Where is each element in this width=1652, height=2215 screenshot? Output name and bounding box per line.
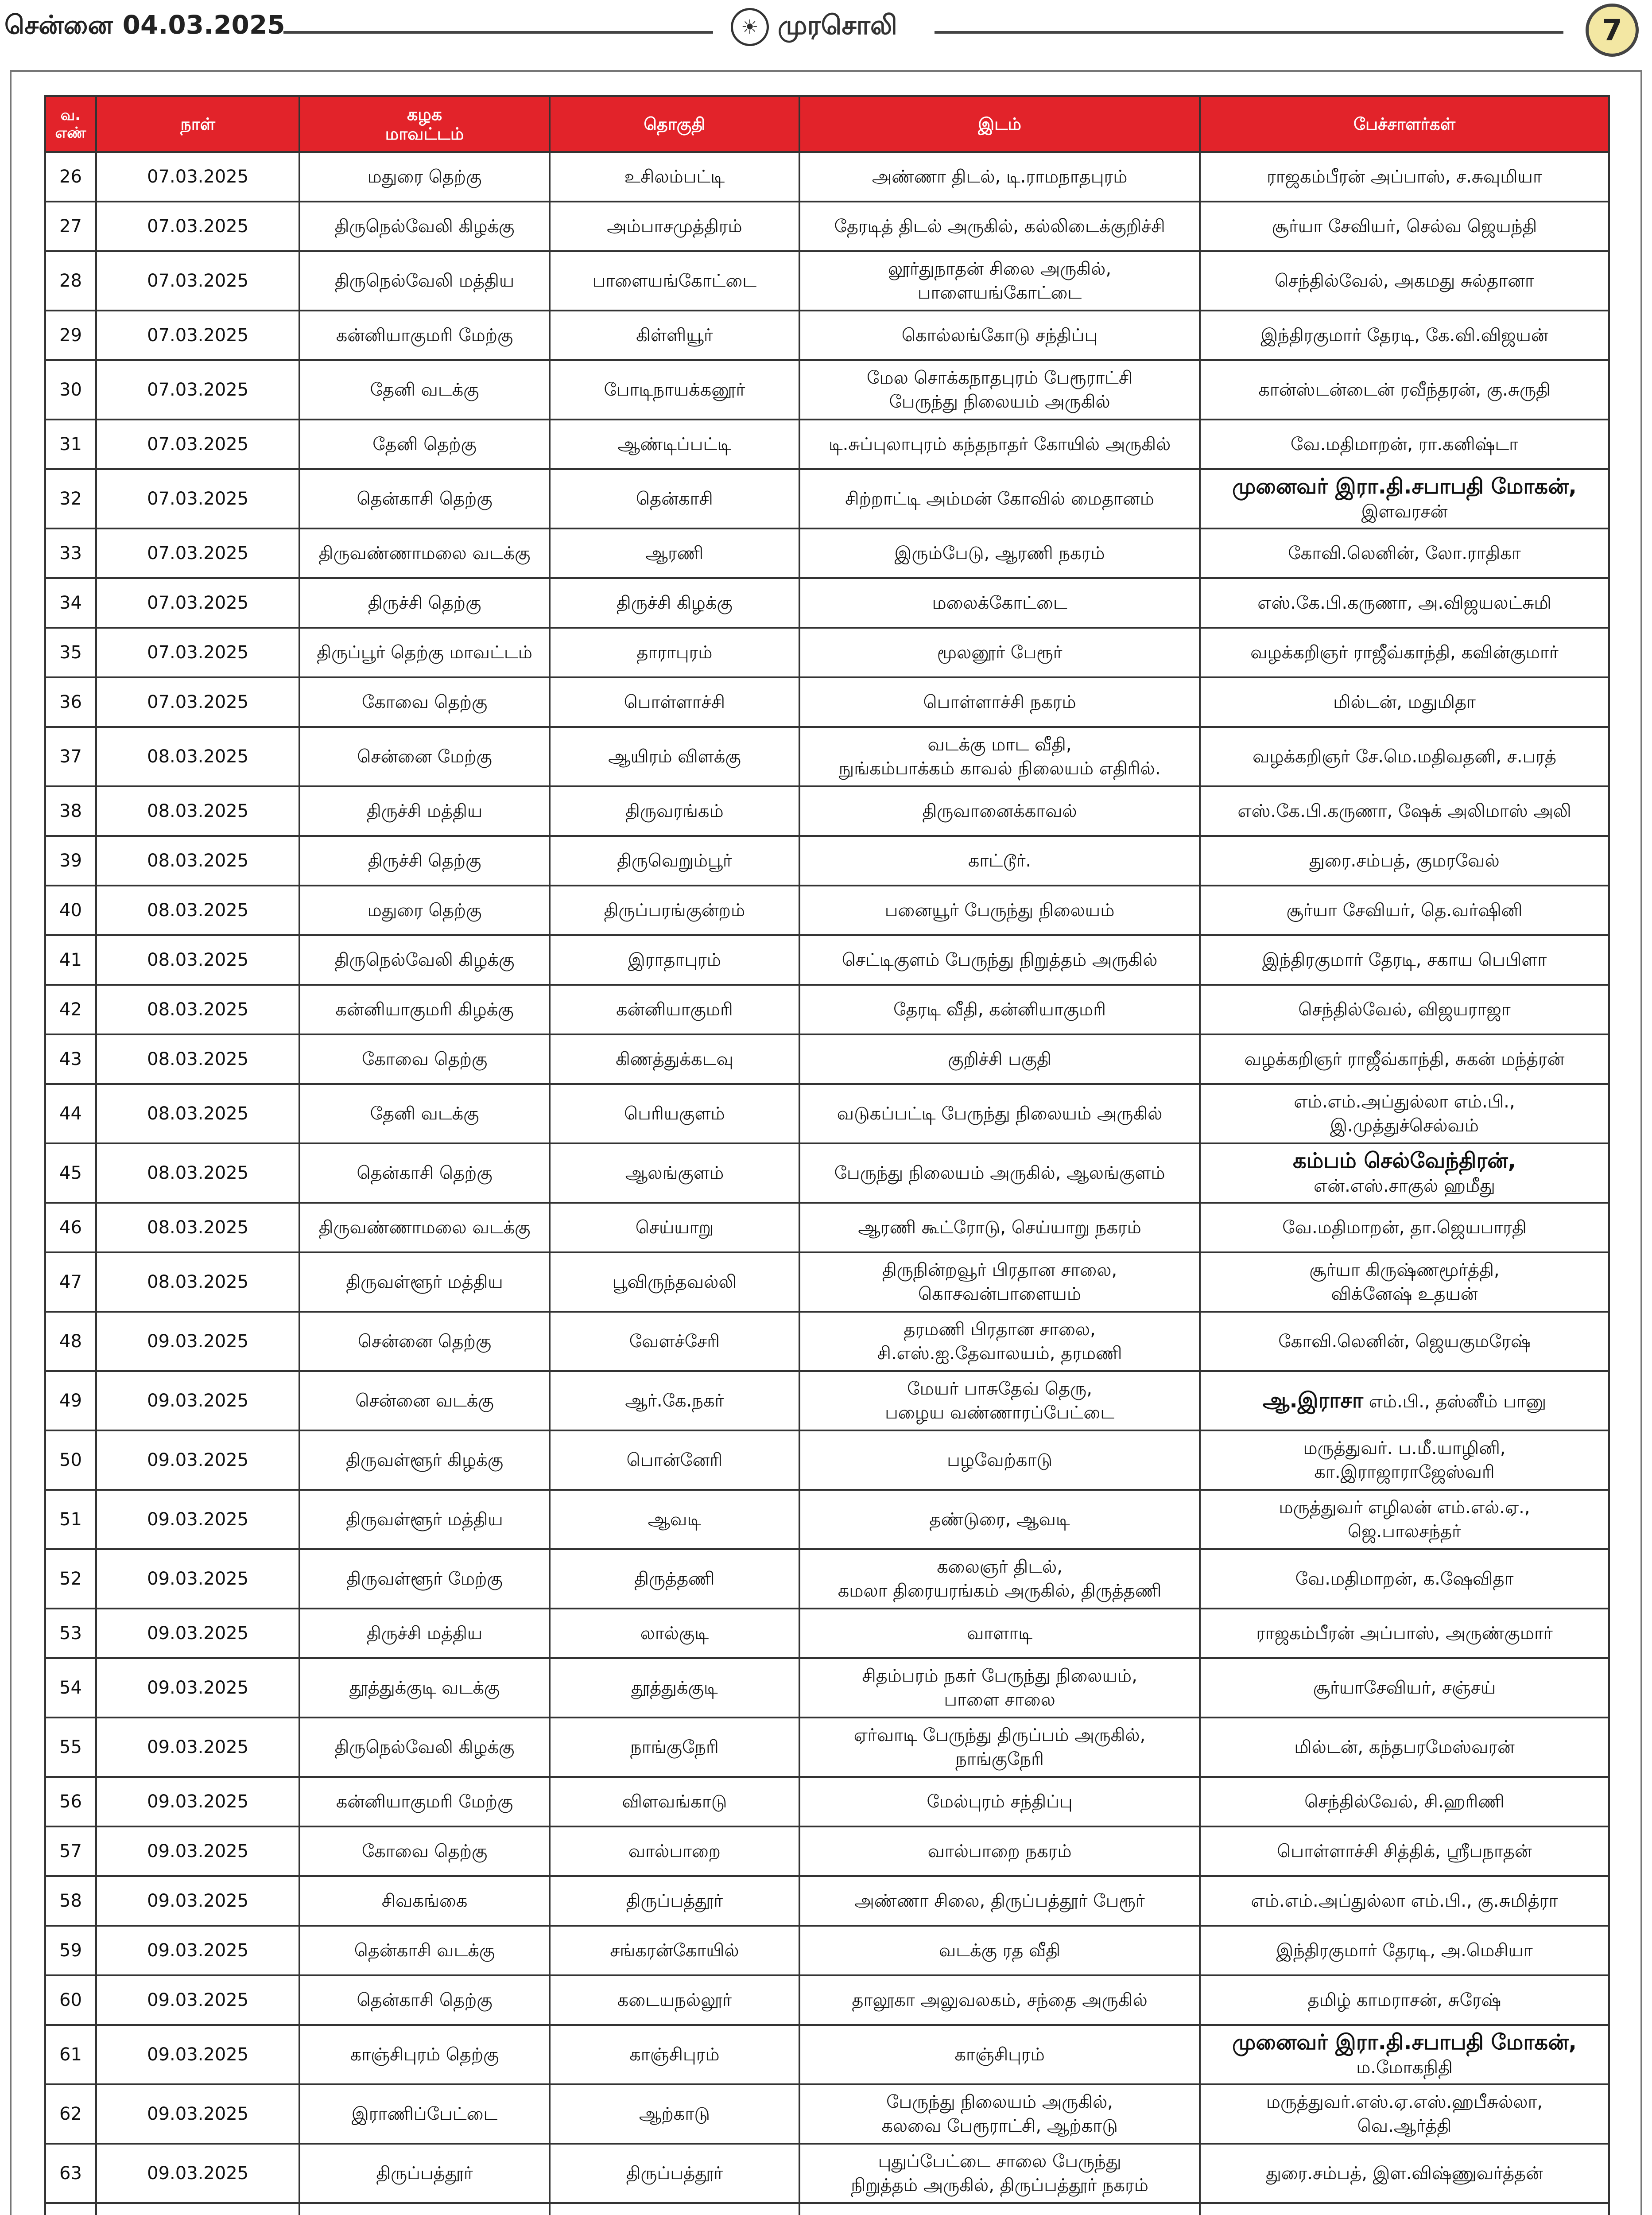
row-place: திருவானைக்காவல்: [800, 787, 1201, 837]
header-date: 04.03.2025: [122, 10, 285, 40]
table-row: [44, 2085, 1610, 2145]
table-row: [44, 2145, 1610, 2204]
row-number: 44: [46, 1085, 97, 1144]
table-row: [44, 1144, 1610, 1204]
table-body: [44, 153, 1610, 2215]
row-place: சிதம்பரம் நகர் பேருந்து நிலையம், பாளை சாலை: [800, 1659, 1201, 1718]
row-speakers: ராஜகம்பீரன் அப்பாஸ், ச.சுவுமியா: [1201, 153, 1610, 202]
row-place: தாலூகா அலுவலகம், சந்தை அருகில்: [800, 1976, 1201, 2026]
row-constituency: ஆர்.கே.நகர்: [551, 1372, 800, 1431]
row-place: செட்டிகுளம் பேருந்து நிறுத்தம் அருகில்: [800, 936, 1201, 986]
row-district: கன்னியாகுமரி கிழக்கு: [300, 986, 550, 1035]
col-header-number: வ. எண்: [46, 95, 97, 153]
row-speakers: எம்.எம்.அப்துல்லா எம்.பி., இ.முத்துச்செல்வம்: [1201, 1085, 1610, 1144]
table-row: [44, 153, 1610, 202]
row-speakers: முனைவர் இரா.தி.சபாபதி மோகன், இளவரசன்: [1201, 470, 1610, 529]
row-date: 07.03.2025: [97, 470, 300, 529]
row-speakers: எஸ்.கே.பி.கருணா, அ.விஜயலட்சுமி: [1201, 579, 1610, 629]
header-rule-left: [283, 31, 713, 34]
row-district: திருநெல்வேலி கிழக்கு: [300, 936, 550, 986]
row-place: காஞ்சிபுரம்: [800, 2026, 1201, 2085]
row-constituency: கன்னியாகுமரி: [551, 986, 800, 1035]
row-date: 09.03.2025: [97, 1718, 300, 1778]
row-speakers: வே.மதிமாறன், தா.ஜெயபாரதி: [1201, 1204, 1610, 1253]
row-place: ஆரணி கூட்ரோடு, செய்யாறு நகரம்: [800, 1204, 1201, 1253]
col-header-place: இடம்: [800, 95, 1201, 153]
newspaper-name: முரசொலி: [778, 10, 897, 41]
schedule-table: [44, 95, 1610, 2215]
row-constituency: சங்கரன்கோயில்: [551, 1927, 800, 1976]
table-row: [44, 1877, 1610, 1927]
header-city: சென்னை: [4, 10, 113, 40]
row-place: வடக்கு மாட வீதி, நுங்கம்பாக்கம் காவல் நிலையம் எதிரில்.: [800, 728, 1201, 787]
row-constituency: கிணத்துக்கடவு: [551, 1035, 800, 1085]
row-number: 36: [46, 678, 97, 728]
row-number: 63: [46, 2145, 97, 2204]
row-place: தேரடித் திடல் அருகில், கல்லிடைக்குறிச்சி: [800, 202, 1201, 252]
row-speakers: துரை.சம்பத், குமரவேல்: [1201, 837, 1610, 886]
table-row: [44, 1827, 1610, 1877]
row-place: அண்ணா திடல், டி.ராமநாதபுரம்: [800, 153, 1201, 202]
row-date: 08.03.2025: [97, 1085, 300, 1144]
col-header-date: நாள்: [97, 95, 300, 153]
row-date: 07.03.2025: [97, 202, 300, 252]
row-district: சென்னை மேற்கு: [300, 728, 550, 787]
row-date: 09.03.2025: [97, 2085, 300, 2145]
table-header-row: [44, 95, 1610, 153]
row-district: திருவள்ளூர் மேற்கு: [300, 1550, 550, 1609]
row-number: 45: [46, 1144, 97, 1204]
row-constituency: [551, 2204, 800, 2215]
row-number: 26: [46, 153, 97, 202]
row-place: பொள்ளாச்சி நகரம்: [800, 678, 1201, 728]
row-speakers: தமிழ் காமராசன், சுரேஷ்: [1201, 1976, 1610, 2026]
row-district: மதுரை தெற்கு: [300, 886, 550, 936]
row-place: வாளாடி: [800, 1609, 1201, 1659]
row-place: [800, 2204, 1201, 2215]
row-number: [46, 2204, 97, 2215]
row-district: திருச்சி தெற்கு: [300, 579, 550, 629]
row-district: இராணிப்பேட்டை: [300, 2085, 550, 2145]
row-place: திருநின்றவூர் பிரதான சாலை, கொசவன்பாளையம்: [800, 1253, 1201, 1313]
row-constituency: ஆண்டிப்பட்டி: [551, 420, 800, 470]
row-date: 09.03.2025: [97, 1313, 300, 1372]
row-number: 40: [46, 886, 97, 936]
page-header: [0, 0, 1652, 62]
table-row: [44, 1609, 1610, 1659]
row-date: 07.03.2025: [97, 153, 300, 202]
row-constituency: இராதாபுரம்: [551, 936, 800, 986]
table-row: [44, 787, 1610, 837]
row-speakers: கோவி.லெனின், ஜெயகுமரேஷ்: [1201, 1313, 1610, 1372]
row-date: 08.03.2025: [97, 728, 300, 787]
row-district: திருநெல்வேலி மத்திய: [300, 252, 550, 311]
row-district: கன்னியாகுமரி மேற்கு: [300, 1778, 550, 1827]
row-number: 54: [46, 1659, 97, 1718]
row-number: 31: [46, 420, 97, 470]
row-district: [300, 2204, 550, 2215]
masthead: [731, 8, 897, 46]
row-constituency: திருப்பரங்குன்றம்: [551, 886, 800, 936]
row-speakers: முனைவர் இரா.தி.சபாபதி மோகன், ம.மோகநிதி: [1201, 2026, 1610, 2085]
row-date: 07.03.2025: [97, 252, 300, 311]
row-constituency: பூவிருந்தவல்லி: [551, 1253, 800, 1313]
row-constituency: செய்யாறு: [551, 1204, 800, 1253]
row-date: 09.03.2025: [97, 1659, 300, 1718]
row-constituency: ஆயிரம் விளக்கு: [551, 728, 800, 787]
row-date: 07.03.2025: [97, 678, 300, 728]
row-date: 09.03.2025: [97, 1550, 300, 1609]
row-place: வடக்கு ரத வீதி: [800, 1927, 1201, 1976]
row-number: 37: [46, 728, 97, 787]
row-place: மலைக்கோட்டை: [800, 579, 1201, 629]
table-row: [44, 2204, 1610, 2215]
row-place: பழவேற்காடு: [800, 1431, 1201, 1491]
row-district: திருவண்ணாமலை வடக்கு: [300, 529, 550, 579]
row-date: 09.03.2025: [97, 1778, 300, 1827]
row-place: மேயர் பாசுதேவ் தெரு, பழைய வண்ணாரப்பேட்டை: [800, 1372, 1201, 1431]
row-district: சென்னை தெற்கு: [300, 1313, 550, 1372]
row-place: கலைஞர் திடல், கமலா திரையரங்கம் அருகில், திருத்தணி: [800, 1550, 1201, 1609]
row-speakers: செந்தில்வேல், அகமது சுல்தானா: [1201, 252, 1610, 311]
row-speakers: கம்பம் செல்வேந்திரன், என்.எஸ்.சாகுல் ஹமீது: [1201, 1144, 1610, 1204]
row-constituency: ஆவடி: [551, 1491, 800, 1550]
table-row: [44, 936, 1610, 986]
header-dateline: [4, 10, 285, 43]
row-constituency: ஆற்காடு: [551, 2085, 800, 2145]
row-number: 41: [46, 936, 97, 986]
table-row: [44, 1550, 1610, 1609]
row-constituency: திருவரங்கம்: [551, 787, 800, 837]
row-constituency: பாளையங்கோட்டை: [551, 252, 800, 311]
row-constituency: பொள்ளாச்சி: [551, 678, 800, 728]
table-row: [44, 1372, 1610, 1431]
row-date: 09.03.2025: [97, 1877, 300, 1927]
row-district: கோவை தெற்கு: [300, 1035, 550, 1085]
table-row: [44, 1976, 1610, 2026]
row-constituency: ஆரணி: [551, 529, 800, 579]
row-place: பேருந்து நிலையம் அருகில், ஆலங்குளம்: [800, 1144, 1201, 1204]
row-number: 49: [46, 1372, 97, 1431]
row-number: 60: [46, 1976, 97, 2026]
row-place: மேல சொக்கநாதபுரம் பேரூராட்சி பேருந்து நிலையம் அருகில்: [800, 361, 1201, 420]
row-date: 09.03.2025: [97, 1609, 300, 1659]
row-place: தேரடி வீதி, கன்னியாகுமரி: [800, 986, 1201, 1035]
row-constituency: திருவெறும்பூர்: [551, 837, 800, 886]
row-place: வால்பாறை நகரம்: [800, 1827, 1201, 1877]
row-speakers: ராஜகம்பீரன் அப்பாஸ், அருண்குமார்: [1201, 1609, 1610, 1659]
row-district: திருநெல்வேலி கிழக்கு: [300, 202, 550, 252]
row-number: 34: [46, 579, 97, 629]
col-header-constituency: தொகுதி: [551, 95, 800, 153]
row-speakers: பொள்ளாச்சி சித்திக், ஸ்ரீபநாதன்: [1201, 1827, 1610, 1877]
row-date: 09.03.2025: [97, 2026, 300, 2085]
row-district: திருநெல்வேலி கிழக்கு: [300, 1718, 550, 1778]
row-district: தென்காசி தெற்கு: [300, 470, 550, 529]
row-speakers: மருத்துவர்.எஸ்.ஏ.எஸ்.ஹபீசுல்லா, வெ.ஆர்த்தி: [1201, 2085, 1610, 2145]
row-number: 30: [46, 361, 97, 420]
row-date: 07.03.2025: [97, 420, 300, 470]
row-district: தென்காசி தெற்கு: [300, 1144, 550, 1204]
page-number-badge: 7: [1586, 4, 1639, 57]
row-number: 35: [46, 629, 97, 678]
row-speakers: செந்தில்வேல், சி.ஹரிணி: [1201, 1778, 1610, 1827]
row-district: திருச்சி தெற்கு: [300, 837, 550, 886]
row-district: கோவை தெற்கு: [300, 678, 550, 728]
table-row: [44, 202, 1610, 252]
speaker-highlight: ஆ.இராசா: [1262, 1387, 1363, 1413]
row-date: 09.03.2025: [97, 1827, 300, 1877]
row-constituency: திருப்பத்தூர்: [551, 2145, 800, 2204]
row-speakers: இந்திரகுமார் தேரடி, அ.மெசியா: [1201, 1927, 1610, 1976]
row-constituency: ஆலங்குளம்: [551, 1144, 800, 1204]
row-date: 08.03.2025: [97, 837, 300, 886]
row-date: 09.03.2025: [97, 1976, 300, 2026]
row-number: 33: [46, 529, 97, 579]
row-place: பேருந்து நிலையம் அருகில், கலவை பேரூராட்சி, ஆற்காடு: [800, 2085, 1201, 2145]
row-number: 32: [46, 470, 97, 529]
row-place: கொல்லங்கோடு சந்திப்பு: [800, 311, 1201, 361]
row-district: கன்னியாகுமரி மேற்கு: [300, 311, 550, 361]
row-date: 08.03.2025: [97, 787, 300, 837]
row-place: இரும்பேடு, ஆரணி நகரம்: [800, 529, 1201, 579]
row-number: 42: [46, 986, 97, 1035]
table-row: [44, 579, 1610, 629]
speaker-highlight: முனைவர் இரா.தி.சபாபதி மோகன்,: [1232, 2029, 1577, 2055]
row-place: சிற்றாட்டி அம்மன் கோவில் மைதானம்: [800, 470, 1201, 529]
row-district: தேனி தெற்கு: [300, 420, 550, 470]
row-date: 07.03.2025: [97, 311, 300, 361]
table-row: [44, 252, 1610, 311]
row-number: 58: [46, 1877, 97, 1927]
table-row: [44, 986, 1610, 1035]
row-district: மதுரை தெற்கு: [300, 153, 550, 202]
row-speakers: சூர்யா சேவியர், செல்வ ஜெயந்தி: [1201, 202, 1610, 252]
row-district: திருவள்ளூர் மத்திய: [300, 1491, 550, 1550]
row-speakers: சூர்யாசேவியர், சஞ்சய்: [1201, 1659, 1610, 1718]
row-constituency: கிள்ளியூர்: [551, 311, 800, 361]
row-speakers: மில்டன், மதுமிதா: [1201, 678, 1610, 728]
row-speakers: சூர்யா சேவியர், தெ.வர்ஷினி: [1201, 886, 1610, 936]
row-speakers: மருத்துவர். ப.மீ.யாழினி, கா.இராஜாராஜேஸ்வரி: [1201, 1431, 1610, 1491]
row-district: தென்காசி வடக்கு: [300, 1927, 550, 1976]
row-place: புதுப்பேட்டை சாலை பேருந்து நிறுத்தம் அருகில், திருப்பத்தூர் நகரம்: [800, 2145, 1201, 2204]
row-district: திருவள்ளூர் மத்திய: [300, 1253, 550, 1313]
row-constituency: தென்காசி: [551, 470, 800, 529]
row-number: 61: [46, 2026, 97, 2085]
row-district: திருப்பத்தூர்: [300, 2145, 550, 2204]
col-header-speakers: பேச்சாளர்கள்: [1201, 95, 1610, 153]
row-number: 46: [46, 1204, 97, 1253]
row-number: 51: [46, 1491, 97, 1550]
table-row: [44, 470, 1610, 529]
row-date: [97, 2204, 300, 2215]
row-speakers: சூர்யா கிருஷ்ணமூர்த்தி, விக்னேஷ் உதயன்: [1201, 1253, 1610, 1313]
row-number: 43: [46, 1035, 97, 1085]
row-speakers: மருத்துவர் எழிலன் எம்.எல்.ஏ., ஜெ.பாலசந்தர்: [1201, 1491, 1610, 1550]
row-speakers: துரை.சம்பத், இள.விஷ்ணுவர்த்தன்: [1201, 2145, 1610, 2204]
row-number: 52: [46, 1550, 97, 1609]
table-row: [44, 629, 1610, 678]
row-district: தேனி வடக்கு: [300, 361, 550, 420]
row-constituency: வால்பாறை: [551, 1827, 800, 1877]
table-row: [44, 1491, 1610, 1550]
row-number: 53: [46, 1609, 97, 1659]
table-row: [44, 886, 1610, 936]
row-place: மேல்புரம் சந்திப்பு: [800, 1778, 1201, 1827]
table-row: [44, 420, 1610, 470]
row-district: சிவகங்கை: [300, 1877, 550, 1927]
row-date: 08.03.2025: [97, 1035, 300, 1085]
row-place: குறிச்சி பகுதி: [800, 1035, 1201, 1085]
table-row: [44, 1204, 1610, 1253]
row-place: ஏர்வாடி பேருந்து திருப்பம் அருகில், நாங்குநேரி: [800, 1718, 1201, 1778]
row-date: 09.03.2025: [97, 1491, 300, 1550]
row-constituency: திருப்பத்தூர்: [551, 1877, 800, 1927]
table-row: [44, 1718, 1610, 1778]
row-constituency: போடிநாயக்கனூர்: [551, 361, 800, 420]
row-speakers: ஆ.இராசா எம்.பி., தஸ்னீம் பானு: [1201, 1372, 1610, 1431]
row-number: 55: [46, 1718, 97, 1778]
table-row: [44, 2026, 1610, 2085]
row-date: 09.03.2025: [97, 2145, 300, 2204]
table-row: [44, 1431, 1610, 1491]
row-number: 50: [46, 1431, 97, 1491]
table-row: [44, 529, 1610, 579]
row-speakers: இந்திரகுமார் தேரடி, சகாய பெபிளா: [1201, 936, 1610, 986]
row-place: பனையூர் பேருந்து நிலையம்: [800, 886, 1201, 936]
row-speakers: வழக்கறிஞர் ராஜீவ்காந்தி, சுகன் மந்த்ரன்: [1201, 1035, 1610, 1085]
row-speakers: வழக்கறிஞர் ராஜீவ்காந்தி, கவின்குமார்: [1201, 629, 1610, 678]
row-date: 07.03.2025: [97, 579, 300, 629]
row-constituency: அம்பாசமுத்திரம்: [551, 202, 800, 252]
table-row: [44, 1659, 1610, 1718]
row-date: 09.03.2025: [97, 1372, 300, 1431]
row-constituency: தூத்துக்குடி: [551, 1659, 800, 1718]
row-place: தண்டுரை, ஆவடி: [800, 1491, 1201, 1550]
row-district: திருவண்ணாமலை வடக்கு: [300, 1204, 550, 1253]
rising-sun-logo-icon: ☀: [731, 8, 769, 46]
row-place: அண்ணா சிலை, திருப்பத்தூர் பேரூர்: [800, 1877, 1201, 1927]
row-speakers: வே.மதிமாறன், க.ஷேவிதா: [1201, 1550, 1610, 1609]
table-row: [44, 1035, 1610, 1085]
speaker-highlight: கம்பம் செல்வேந்திரன்,: [1293, 1148, 1516, 1173]
row-number: 28: [46, 252, 97, 311]
row-number: 56: [46, 1778, 97, 1827]
row-date: 08.03.2025: [97, 986, 300, 1035]
row-speakers: கான்ஸ்டன்டைன் ரவீந்தரன், கு.சுருதி: [1201, 361, 1610, 420]
row-constituency: லால்குடி: [551, 1609, 800, 1659]
row-district: கோவை தெற்கு: [300, 1827, 550, 1877]
table-row: [44, 311, 1610, 361]
row-date: 08.03.2025: [97, 936, 300, 986]
row-number: 62: [46, 2085, 97, 2145]
row-place: காட்டூர்.: [800, 837, 1201, 886]
table-row: [44, 1253, 1610, 1313]
row-district: திருச்சி மத்திய: [300, 787, 550, 837]
row-date: 09.03.2025: [97, 1927, 300, 1976]
row-constituency: பொன்னேரி: [551, 1431, 800, 1491]
table-row: [44, 361, 1610, 420]
row-speakers: வழக்கறிஞர் சே.மெ.மதிவதனி, ச.பரத்: [1201, 728, 1610, 787]
table-row: [44, 1085, 1610, 1144]
table-row: [44, 678, 1610, 728]
row-constituency: விளவங்காடு: [551, 1778, 800, 1827]
row-constituency: உசிலம்பட்டி: [551, 153, 800, 202]
row-constituency: திருச்சி கிழக்கு: [551, 579, 800, 629]
row-constituency: பெரியகுளம்: [551, 1085, 800, 1144]
row-constituency: நாங்குநேரி: [551, 1718, 800, 1778]
table-row: [44, 1927, 1610, 1976]
row-district: காஞ்சிபுரம் தெற்கு: [300, 2026, 550, 2085]
row-speakers: கோவி.லெனின், லோ.ராதிகா: [1201, 529, 1610, 579]
row-speakers: வே.மதிமாறன், ரா.கனிஷ்டா: [1201, 420, 1610, 470]
row-date: 08.03.2025: [97, 1204, 300, 1253]
table-row: [44, 728, 1610, 787]
row-number: 59: [46, 1927, 97, 1976]
row-date: 07.03.2025: [97, 361, 300, 420]
col-header-district: கழக மாவட்டம்: [300, 95, 550, 153]
row-place: தரமணி பிரதான சாலை, சி.எஸ்.ஐ.தேவாலயம், தரமணி: [800, 1313, 1201, 1372]
row-place: மூலனூர் பேரூர்: [800, 629, 1201, 678]
row-date: 09.03.2025: [97, 1431, 300, 1491]
row-district: திருச்சி மத்திய: [300, 1609, 550, 1659]
table-row: [44, 837, 1610, 886]
row-number: 39: [46, 837, 97, 886]
row-speakers: [1201, 2204, 1610, 2215]
row-speakers: இந்திரகுமார் தேரடி, கே.வி.விஜயன்: [1201, 311, 1610, 361]
row-date: 07.03.2025: [97, 529, 300, 579]
row-number: 29: [46, 311, 97, 361]
row-date: 07.03.2025: [97, 629, 300, 678]
row-date: 08.03.2025: [97, 1144, 300, 1204]
row-constituency: வேளச்சேரி: [551, 1313, 800, 1372]
row-constituency: திருத்தணி: [551, 1550, 800, 1609]
row-district: திருப்பூர் தெற்கு மாவட்டம்: [300, 629, 550, 678]
row-place: வடுகப்பட்டி பேருந்து நிலையம் அருகில்: [800, 1085, 1201, 1144]
row-number: 57: [46, 1827, 97, 1877]
row-constituency: காஞ்சிபுரம்: [551, 2026, 800, 2085]
row-number: 27: [46, 202, 97, 252]
row-number: 47: [46, 1253, 97, 1313]
row-district: தென்காசி தெற்கு: [300, 1976, 550, 2026]
row-speakers: மில்டன், கந்தபரமேஸ்வரன்: [1201, 1718, 1610, 1778]
row-district: திருவள்ளூர் கிழக்கு: [300, 1431, 550, 1491]
row-speakers: எம்.எம்.அப்துல்லா எம்.பி., கு.சுமித்ரா: [1201, 1877, 1610, 1927]
row-district: தேனி வடக்கு: [300, 1085, 550, 1144]
row-constituency: தாராபுரம்: [551, 629, 800, 678]
row-place: டி.சுப்புலாபுரம் கந்தநாதர் கோயில் அருகில்: [800, 420, 1201, 470]
speaker-highlight: முனைவர் இரா.தி.சபாபதி மோகன்,: [1232, 474, 1577, 499]
row-number: 48: [46, 1313, 97, 1372]
row-speakers: செந்தில்வேல், விஜயராஜா: [1201, 986, 1610, 1035]
row-speakers: எஸ்.கே.பி.கருணா, ஷேக் அலிமாஸ் அலி: [1201, 787, 1610, 837]
table-row: [44, 1778, 1610, 1827]
row-date: 08.03.2025: [97, 1253, 300, 1313]
header-rule-right: [935, 31, 1563, 34]
row-constituency: கடையநல்லூர்: [551, 1976, 800, 2026]
row-number: 38: [46, 787, 97, 837]
row-date: 08.03.2025: [97, 886, 300, 936]
table-row: [44, 1313, 1610, 1372]
row-district: தூத்துக்குடி வடக்கு: [300, 1659, 550, 1718]
row-place: லூர்துநாதன் சிலை அருகில், பாளையங்கோட்டை: [800, 252, 1201, 311]
row-district: சென்னை வடக்கு: [300, 1372, 550, 1431]
